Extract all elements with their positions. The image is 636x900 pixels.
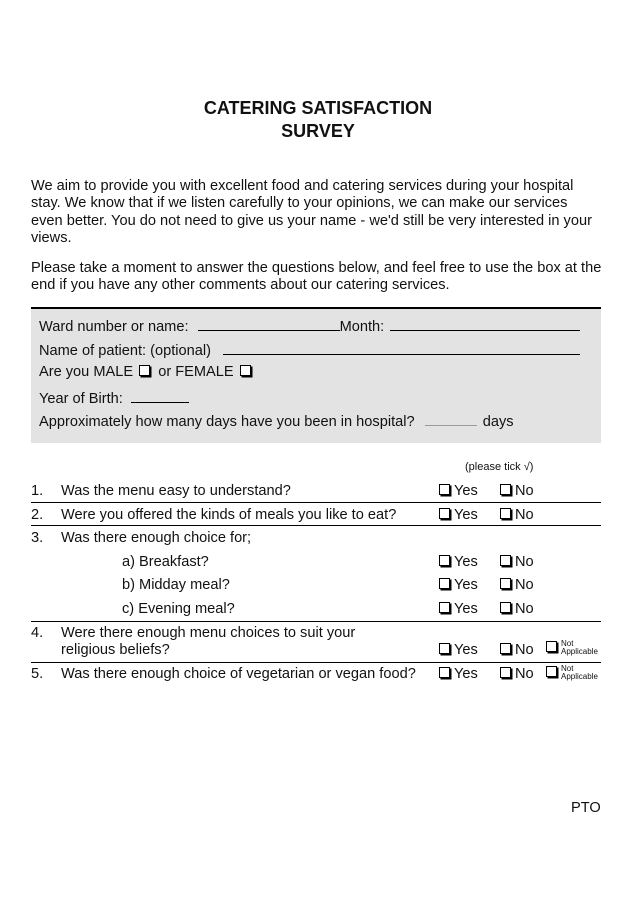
no-option[interactable]: No [500,577,534,593]
gender-male-label: Are you MALE [39,364,134,380]
yes-option[interactable]: Yes [439,554,478,570]
question-number: 3. [31,530,44,546]
no-option[interactable]: No [500,554,534,570]
divider [31,502,601,503]
month-field[interactable] [390,316,580,331]
birth-label: Year of Birth: [39,391,123,407]
question-number: 5. [31,666,44,682]
days-field[interactable] [425,411,477,426]
yes-option[interactable]: Yes [439,666,478,682]
checkbox[interactable] [439,508,450,519]
question-text: Was there enough choice of vegetarian or vegan food? [61,666,416,682]
checkbox[interactable] [500,643,511,654]
title-line-1: CATERING SATISFACTION [203,98,433,118]
checkbox[interactable] [439,667,450,678]
patient-info-box [31,307,601,443]
no-option[interactable]: No [500,601,534,617]
intro-paragraph-1: We aim to provide you with excellent food and catering services during your hospital stay. We know that if we listen carefully to your opinions, we can make our services even better. You do not need to give us your name - we'd still be very interested in your views. [31,178,592,247]
not-applicable-option[interactable]: Not Applicable [546,665,598,681]
checkbox[interactable] [546,641,557,652]
no-option[interactable]: No [500,483,534,499]
checkbox[interactable] [439,643,450,654]
no-option[interactable]: No [500,507,534,523]
checkbox[interactable] [500,578,511,589]
ward-month-row [39,316,580,335]
checkbox[interactable] [500,667,511,678]
patient-name-row [39,340,580,359]
question-number: 1. [31,483,44,499]
yes-option[interactable]: Yes [439,601,478,617]
days-row [39,411,514,430]
question-text: a) Breakfast? [122,554,209,570]
survey-title [0,97,636,143]
title-line-2: SURVEY [281,121,355,141]
checkbox[interactable] [500,602,511,613]
yes-option[interactable]: Yes [439,507,478,523]
checkbox[interactable] [500,555,511,566]
yes-option[interactable]: Yes [439,577,478,593]
not-applicable-option[interactable]: Not Applicable [546,640,598,656]
female-checkbox[interactable] [240,365,251,376]
patient-name-field[interactable] [223,340,580,355]
ward-field[interactable] [198,316,340,331]
divider [31,662,601,663]
checkbox[interactable] [500,508,511,519]
question-text: Was there enough choice for; [61,530,252,546]
question-text: Were you offered the kinds of meals you like to eat? [61,507,397,523]
gender-female-label: or FEMALE [158,364,234,380]
question-text: Were there enough menu choices to suit your religious beliefs? [61,625,356,658]
gender-row [39,364,255,380]
question-number: 2. [31,507,44,523]
no-option[interactable]: No [500,642,534,658]
divider [31,621,601,622]
checkbox[interactable] [500,484,511,495]
month-label: Month: [339,319,385,335]
checkbox[interactable] [439,484,450,495]
ward-label: Ward number or name: [39,319,189,335]
birth-row [39,388,189,407]
yes-option[interactable]: Yes [439,642,478,658]
yes-option[interactable]: Yes [439,483,478,499]
question-number: 4. [31,625,44,641]
no-option[interactable]: No [500,666,534,682]
checkbox[interactable] [439,602,450,613]
divider [31,525,601,526]
checkbox[interactable] [439,578,450,589]
please-turn-over: PTO [571,800,601,816]
days-suffix: days [482,414,514,430]
days-label: Approximately how many days have you been in hospital? [39,414,415,430]
question-text: c) Evening meal? [122,601,235,617]
intro-paragraph-2: Please take a moment to answer the questions below, and feel free to use the box at the end if you have any other comments about our catering services. [31,260,602,294]
male-checkbox[interactable] [139,365,150,376]
patient-name-label: Name of patient: (optional) [39,343,211,359]
question-text: Was the menu easy to understand? [61,483,291,499]
birth-field[interactable] [131,388,189,403]
question-text: b) Midday meal? [122,577,230,593]
tick-instruction: (please tick √) [465,461,534,473]
checkbox[interactable] [546,666,557,677]
checkbox[interactable] [439,555,450,566]
